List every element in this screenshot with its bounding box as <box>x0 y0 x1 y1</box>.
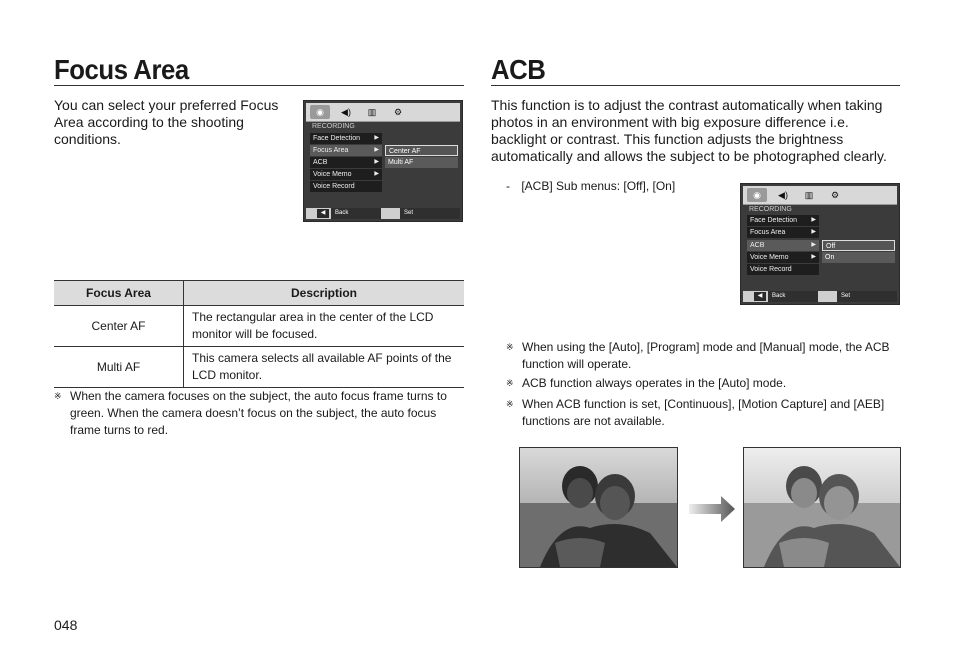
acb-note-3: ※ When ACB function is set, [Continuous], [Motion Capture] and [AEB] functions are not available. <box>506 397 885 428</box>
note-mark: ※ <box>506 378 514 388</box>
option-on: On <box>822 252 895 263</box>
right-arrow-icon: ▶ <box>811 229 816 235</box>
settings-icon: ⚙ <box>830 190 840 200</box>
focus-area-menu-screen <box>303 100 463 222</box>
note-mark: ※ <box>506 399 514 409</box>
right-arrow-icon: ▶ <box>374 147 379 153</box>
note-mark: ※ <box>506 342 514 352</box>
acb-on-photo <box>743 447 901 568</box>
settings-icon: ⚙ <box>393 107 403 117</box>
option-center-af: Center AF <box>385 145 458 156</box>
menu-tabs <box>743 186 897 205</box>
menu-item-voice-memo: Voice Memo ▶ <box>747 252 819 263</box>
menu-item-focus-area: Focus Area ▶ <box>747 227 819 238</box>
menu-section-label: RECORDING <box>749 206 792 213</box>
menu-item-face-detection: Face Detection ▶ <box>747 215 819 226</box>
page-number: 048 <box>54 617 78 633</box>
option-off: Off <box>822 240 895 251</box>
table-cell-name: Center AF <box>54 306 184 347</box>
acb-submenu-line: - [ACB] Sub menus: [Off], [On] <box>506 179 676 193</box>
focus-title-rule <box>54 85 464 86</box>
set-label: Set <box>837 291 897 302</box>
right-arrow-icon: ▶ <box>374 135 379 141</box>
right-arrow-icon: ▶ <box>374 159 379 165</box>
table-header-description: Description <box>184 281 465 306</box>
acb-menu-screen <box>740 183 900 305</box>
menu-item-voice-record: Voice Record <box>310 181 382 192</box>
menu-section-label: RECORDING <box>312 123 355 130</box>
menu-bottom-bar <box>306 208 460 219</box>
sound-icon: ◀) <box>341 107 351 117</box>
acb-title-rule <box>491 85 900 86</box>
focus-area-title: Focus Area <box>54 54 189 85</box>
right-arrow-icon: ▶ <box>811 242 816 248</box>
camera-icon: ◉ <box>310 105 330 119</box>
menu-item-voice-record: Voice Record <box>747 264 819 275</box>
note-mark: ※ <box>54 391 62 401</box>
back-label: Back <box>331 208 381 219</box>
right-arrow-icon <box>689 496 737 527</box>
couple-photo-bright <box>744 448 900 567</box>
acb-off-photo <box>519 447 678 568</box>
display-icon: ▥ <box>804 190 814 200</box>
table-header-focus-area: Focus Area <box>54 281 184 306</box>
table-cell-name: Multi AF <box>54 347 184 388</box>
menu-item-acb: ACB ▶ <box>310 157 382 168</box>
camera-icon: ◉ <box>747 188 767 202</box>
left-arrow-icon: ◀ <box>317 209 329 218</box>
menu-item-focus-area: Focus Area ▶ <box>310 145 382 156</box>
display-icon: ▥ <box>367 107 377 117</box>
acb-note-1: ※ When using the [Auto], [Program] mode and [Manual] mode, the ACB function will operate. <box>506 340 890 371</box>
couple-photo-dark <box>520 448 677 567</box>
menu-bottom-bar <box>743 291 897 302</box>
right-arrow-icon: ▶ <box>374 171 379 177</box>
right-arrow-icon: ▶ <box>811 217 816 223</box>
focus-intro: You can select your preferred Focus Area according to the shooting conditions. <box>54 97 279 147</box>
focus-area-table <box>54 280 464 388</box>
sound-icon: ◀) <box>778 190 788 200</box>
table-cell-desc: This camera selects all available AF points of the LCD monitor. <box>184 347 465 388</box>
focus-note: ※ When the camera focuses on the subject, the auto focus frame turns to green. When the camera doesn’t focus on the subject, the auto focus frame turns to red. <box>54 389 447 437</box>
acb-title: ACB <box>491 54 546 85</box>
table-row <box>54 347 464 388</box>
menu-item-face-detection: Face Detection ▶ <box>310 133 382 144</box>
back-label: Back <box>768 291 818 302</box>
table-cell-desc: The rectangular area in the center of the LCD monitor will be focused. <box>184 306 465 347</box>
right-arrow-icon: ▶ <box>811 254 816 260</box>
acb-intro: This function is to adjust the contrast automatically when taking photos in an environment with big exposure difference i.e. backlight or contrast. This function adjusts the brightness automatically and allows the subject to be photographed clearly. <box>491 97 887 164</box>
left-arrow-icon: ◀ <box>754 292 766 301</box>
acb-note-2: ※ ACB function always operates in the [Auto] mode. <box>506 376 787 390</box>
menu-item-acb: ACB ▶ <box>747 240 819 251</box>
set-label: Set <box>400 208 460 219</box>
menu-tabs <box>306 103 460 122</box>
option-multi-af: Multi AF <box>385 157 458 168</box>
menu-item-voice-memo: Voice Memo ▶ <box>310 169 382 180</box>
table-row <box>54 306 464 347</box>
